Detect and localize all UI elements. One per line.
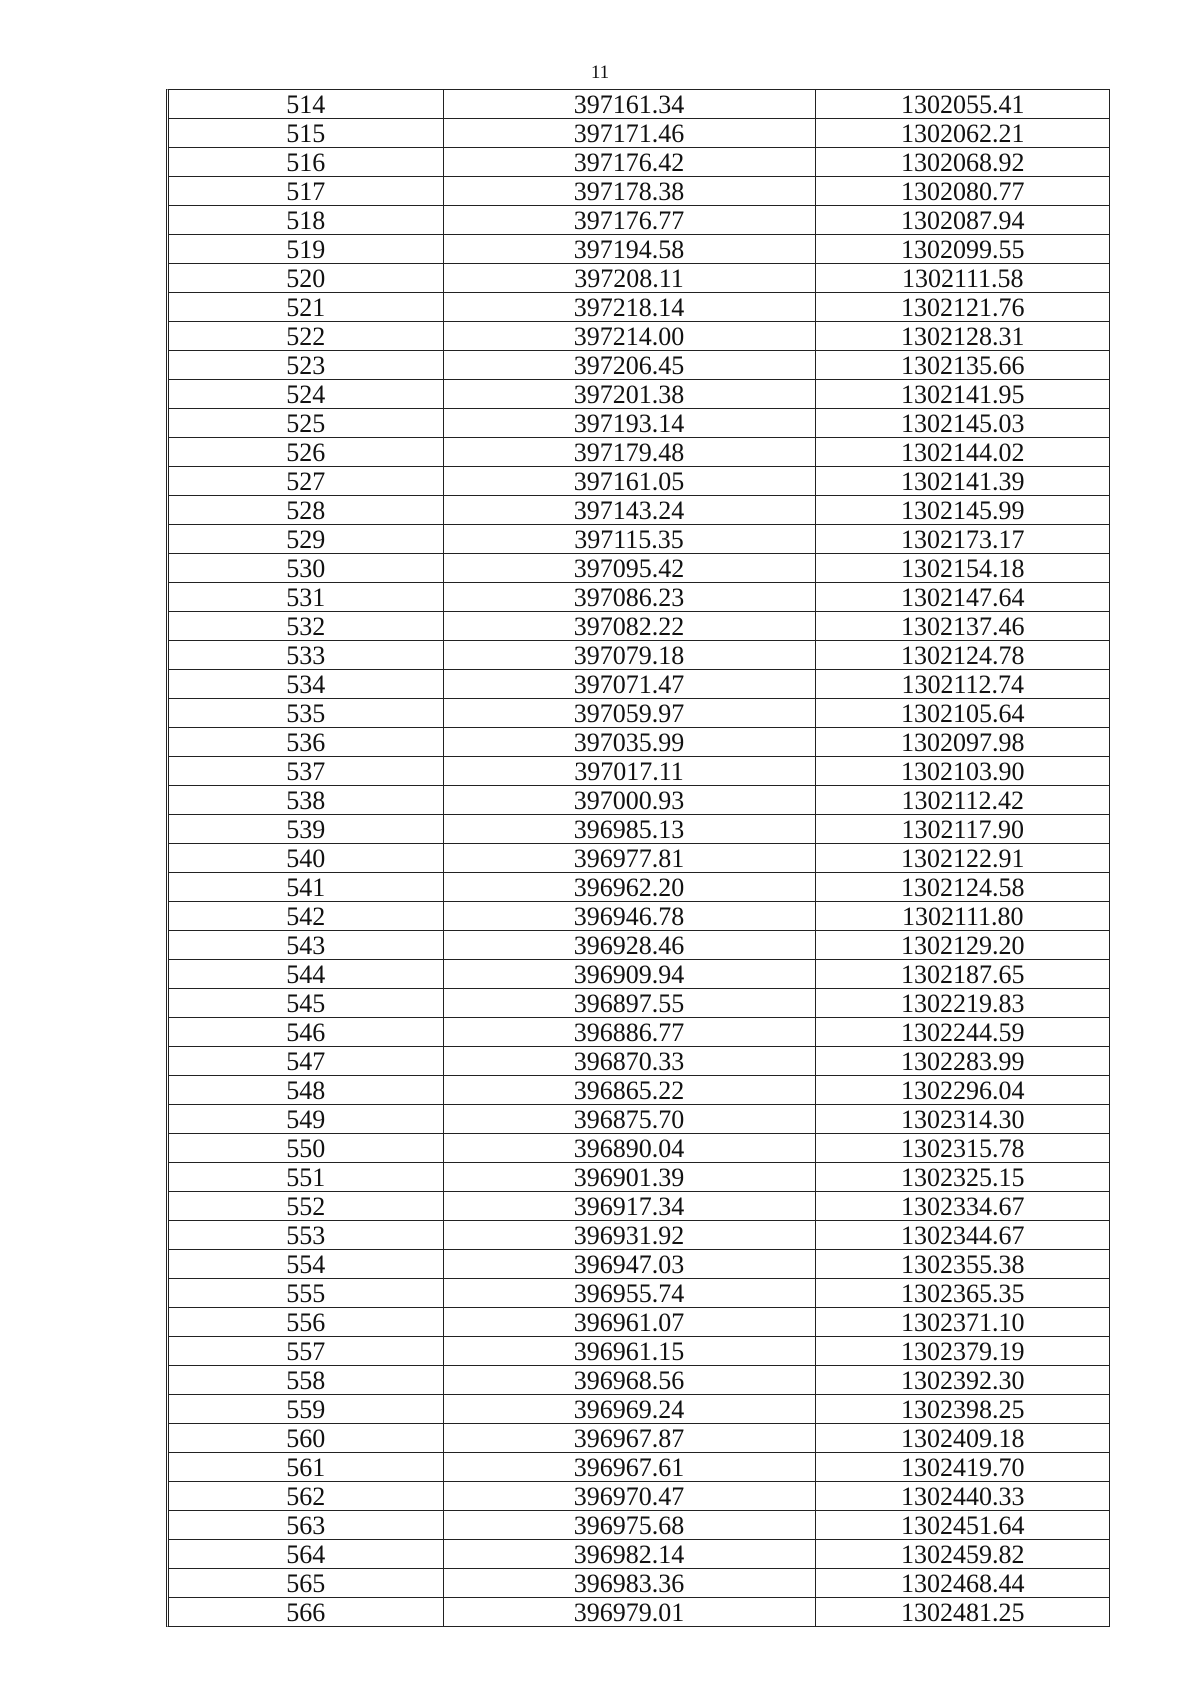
point-number-cell: 534 [169, 670, 443, 699]
point-number-cell: 540 [169, 844, 443, 873]
table-row [169, 293, 1110, 322]
point-number-cell: 524 [169, 380, 443, 409]
table-row [169, 1569, 1110, 1598]
y-coordinate-cell: 1302097.98 [815, 728, 1110, 757]
table-row [169, 119, 1110, 148]
point-number-cell: 545 [169, 989, 443, 1018]
point-number-cell: 530 [169, 554, 443, 583]
x-coordinate-cell: 397214.00 [443, 322, 815, 351]
point-number-cell: 563 [169, 1511, 443, 1540]
point-number-cell: 522 [169, 322, 443, 351]
y-coordinate-cell: 1302379.19 [815, 1337, 1110, 1366]
x-coordinate-cell: 396870.33 [443, 1047, 815, 1076]
y-coordinate-cell: 1302144.02 [815, 438, 1110, 467]
point-number-cell: 549 [169, 1105, 443, 1134]
y-coordinate-cell: 1302459.82 [815, 1540, 1110, 1569]
x-coordinate-cell: 397178.38 [443, 177, 815, 206]
x-coordinate-cell: 396961.15 [443, 1337, 815, 1366]
y-coordinate-cell: 1302145.99 [815, 496, 1110, 525]
page-number: 11 [590, 62, 610, 83]
y-coordinate-cell: 1302219.83 [815, 989, 1110, 1018]
point-number-cell: 551 [169, 1163, 443, 1192]
table-row [169, 728, 1110, 757]
x-coordinate-cell: 396865.22 [443, 1076, 815, 1105]
point-number-cell: 527 [169, 467, 443, 496]
y-coordinate-cell: 1302296.04 [815, 1076, 1110, 1105]
x-coordinate-cell: 397035.99 [443, 728, 815, 757]
y-coordinate-cell: 1302173.17 [815, 525, 1110, 554]
y-coordinate-cell: 1302128.31 [815, 322, 1110, 351]
y-coordinate-cell: 1302392.30 [815, 1366, 1110, 1395]
x-coordinate-cell: 396901.39 [443, 1163, 815, 1192]
point-number-cell: 555 [169, 1279, 443, 1308]
y-coordinate-cell: 1302468.44 [815, 1569, 1110, 1598]
x-coordinate-cell: 396975.68 [443, 1511, 815, 1540]
table-row [169, 1337, 1110, 1366]
x-coordinate-cell: 396917.34 [443, 1192, 815, 1221]
y-coordinate-cell: 1302122.91 [815, 844, 1110, 873]
point-number-cell: 556 [169, 1308, 443, 1337]
point-number-cell: 536 [169, 728, 443, 757]
table-row [169, 1453, 1110, 1482]
table-row [169, 1105, 1110, 1134]
point-number-cell: 550 [169, 1134, 443, 1163]
point-number-cell: 547 [169, 1047, 443, 1076]
x-coordinate-cell: 397000.93 [443, 786, 815, 815]
y-coordinate-cell: 1302062.21 [815, 119, 1110, 148]
point-number-cell: 514 [169, 90, 443, 119]
point-number-cell: 553 [169, 1221, 443, 1250]
point-number-cell: 537 [169, 757, 443, 786]
x-coordinate-cell: 397017.11 [443, 757, 815, 786]
x-coordinate-cell: 397079.18 [443, 641, 815, 670]
x-coordinate-cell: 397086.23 [443, 583, 815, 612]
point-number-cell: 562 [169, 1482, 443, 1511]
y-coordinate-cell: 1302087.94 [815, 206, 1110, 235]
point-number-cell: 558 [169, 1366, 443, 1395]
point-number-cell: 517 [169, 177, 443, 206]
x-coordinate-cell: 397176.42 [443, 148, 815, 177]
y-coordinate-cell: 1302099.55 [815, 235, 1110, 264]
table-row [169, 351, 1110, 380]
x-coordinate-cell: 397161.34 [443, 90, 815, 119]
x-coordinate-cell: 396890.04 [443, 1134, 815, 1163]
table-row [169, 1163, 1110, 1192]
y-coordinate-cell: 1302141.95 [815, 380, 1110, 409]
point-number-cell: 532 [169, 612, 443, 641]
x-coordinate-cell: 397082.22 [443, 612, 815, 641]
y-coordinate-cell: 1302141.39 [815, 467, 1110, 496]
x-coordinate-cell: 396985.13 [443, 815, 815, 844]
x-coordinate-cell: 396961.07 [443, 1308, 815, 1337]
x-coordinate-cell: 397071.47 [443, 670, 815, 699]
x-coordinate-cell: 396967.87 [443, 1424, 815, 1453]
table-row [169, 1482, 1110, 1511]
x-coordinate-cell: 396982.14 [443, 1540, 815, 1569]
table-row [169, 1366, 1110, 1395]
table-row [169, 931, 1110, 960]
y-coordinate-cell: 1302355.38 [815, 1250, 1110, 1279]
table-row [169, 1047, 1110, 1076]
point-number-cell: 523 [169, 351, 443, 380]
y-coordinate-cell: 1302334.67 [815, 1192, 1110, 1221]
point-number-cell: 557 [169, 1337, 443, 1366]
point-number-cell: 548 [169, 1076, 443, 1105]
table-row [169, 322, 1110, 351]
point-number-cell: 529 [169, 525, 443, 554]
table-row [169, 1395, 1110, 1424]
point-number-cell: 546 [169, 1018, 443, 1047]
y-coordinate-cell: 1302112.42 [815, 786, 1110, 815]
table-row [169, 1540, 1110, 1569]
y-coordinate-cell: 1302068.92 [815, 148, 1110, 177]
point-number-cell: 561 [169, 1453, 443, 1482]
y-coordinate-cell: 1302344.67 [815, 1221, 1110, 1250]
point-number-cell: 560 [169, 1424, 443, 1453]
table-row [169, 960, 1110, 989]
y-coordinate-cell: 1302147.64 [815, 583, 1110, 612]
y-coordinate-cell: 1302154.18 [815, 554, 1110, 583]
x-coordinate-cell: 396967.61 [443, 1453, 815, 1482]
y-coordinate-cell: 1302365.35 [815, 1279, 1110, 1308]
y-coordinate-cell: 1302283.99 [815, 1047, 1110, 1076]
coordinates-table-body [169, 90, 1110, 1626]
table-row [169, 1511, 1110, 1540]
x-coordinate-cell: 396955.74 [443, 1279, 815, 1308]
point-number-cell: 525 [169, 409, 443, 438]
y-coordinate-cell: 1302244.59 [815, 1018, 1110, 1047]
x-coordinate-cell: 397201.38 [443, 380, 815, 409]
table-row [169, 496, 1110, 525]
coordinates-table-frame [166, 89, 1110, 1627]
table-row [169, 699, 1110, 728]
table-row [169, 844, 1110, 873]
y-coordinate-cell: 1302398.25 [815, 1395, 1110, 1424]
x-coordinate-cell: 396947.03 [443, 1250, 815, 1279]
y-coordinate-cell: 1302314.30 [815, 1105, 1110, 1134]
x-coordinate-cell: 397095.42 [443, 554, 815, 583]
y-coordinate-cell: 1302080.77 [815, 177, 1110, 206]
coordinates-table [169, 90, 1110, 1626]
x-coordinate-cell: 397161.05 [443, 467, 815, 496]
table-row [169, 786, 1110, 815]
table-row [169, 467, 1110, 496]
table-row [169, 1424, 1110, 1453]
table-row [169, 583, 1110, 612]
y-coordinate-cell: 1302325.15 [815, 1163, 1110, 1192]
point-number-cell: 533 [169, 641, 443, 670]
point-number-cell: 543 [169, 931, 443, 960]
x-coordinate-cell: 396875.70 [443, 1105, 815, 1134]
point-number-cell: 554 [169, 1250, 443, 1279]
y-coordinate-cell: 1302481.25 [815, 1598, 1110, 1627]
x-coordinate-cell: 396968.56 [443, 1366, 815, 1395]
table-row [169, 409, 1110, 438]
point-number-cell: 541 [169, 873, 443, 902]
x-coordinate-cell: 396969.24 [443, 1395, 815, 1424]
point-number-cell: 559 [169, 1395, 443, 1424]
table-row [169, 380, 1110, 409]
x-coordinate-cell: 397176.77 [443, 206, 815, 235]
x-coordinate-cell: 396962.20 [443, 873, 815, 902]
point-number-cell: 539 [169, 815, 443, 844]
table-row [169, 235, 1110, 264]
y-coordinate-cell: 1302117.90 [815, 815, 1110, 844]
x-coordinate-cell: 396977.81 [443, 844, 815, 873]
x-coordinate-cell: 397059.97 [443, 699, 815, 728]
table-row [169, 438, 1110, 467]
table-row [169, 902, 1110, 931]
x-coordinate-cell: 396979.01 [443, 1598, 815, 1627]
y-coordinate-cell: 1302451.64 [815, 1511, 1110, 1540]
y-coordinate-cell: 1302121.76 [815, 293, 1110, 322]
x-coordinate-cell: 397115.35 [443, 525, 815, 554]
x-coordinate-cell: 397143.24 [443, 496, 815, 525]
y-coordinate-cell: 1302103.90 [815, 757, 1110, 786]
y-coordinate-cell: 1302055.41 [815, 90, 1110, 119]
point-number-cell: 535 [169, 699, 443, 728]
x-coordinate-cell: 396897.55 [443, 989, 815, 1018]
y-coordinate-cell: 1302124.58 [815, 873, 1110, 902]
point-number-cell: 542 [169, 902, 443, 931]
y-coordinate-cell: 1302129.20 [815, 931, 1110, 960]
table-row [169, 264, 1110, 293]
x-coordinate-cell: 397171.46 [443, 119, 815, 148]
x-coordinate-cell: 397206.45 [443, 351, 815, 380]
y-coordinate-cell: 1302145.03 [815, 409, 1110, 438]
table-row [169, 1134, 1110, 1163]
y-coordinate-cell: 1302111.80 [815, 902, 1110, 931]
table-row [169, 525, 1110, 554]
table-row [169, 1279, 1110, 1308]
point-number-cell: 515 [169, 119, 443, 148]
point-number-cell: 519 [169, 235, 443, 264]
table-row [169, 90, 1110, 119]
x-coordinate-cell: 397179.48 [443, 438, 815, 467]
y-coordinate-cell: 1302409.18 [815, 1424, 1110, 1453]
point-number-cell: 564 [169, 1540, 443, 1569]
x-coordinate-cell: 397208.11 [443, 264, 815, 293]
y-coordinate-cell: 1302124.78 [815, 641, 1110, 670]
table-row [169, 641, 1110, 670]
y-coordinate-cell: 1302137.46 [815, 612, 1110, 641]
x-coordinate-cell: 396909.94 [443, 960, 815, 989]
y-coordinate-cell: 1302315.78 [815, 1134, 1110, 1163]
x-coordinate-cell: 396931.92 [443, 1221, 815, 1250]
table-row [169, 206, 1110, 235]
x-coordinate-cell: 396983.36 [443, 1569, 815, 1598]
table-row [169, 670, 1110, 699]
x-coordinate-cell: 396886.77 [443, 1018, 815, 1047]
point-number-cell: 531 [169, 583, 443, 612]
point-number-cell: 552 [169, 1192, 443, 1221]
y-coordinate-cell: 1302187.65 [815, 960, 1110, 989]
y-coordinate-cell: 1302111.58 [815, 264, 1110, 293]
table-row [169, 1192, 1110, 1221]
table-row [169, 554, 1110, 583]
point-number-cell: 538 [169, 786, 443, 815]
x-coordinate-cell: 397193.14 [443, 409, 815, 438]
point-number-cell: 521 [169, 293, 443, 322]
point-number-cell: 528 [169, 496, 443, 525]
x-coordinate-cell: 397194.58 [443, 235, 815, 264]
table-row [169, 612, 1110, 641]
table-row [169, 815, 1110, 844]
table-row [169, 1250, 1110, 1279]
table-row [169, 989, 1110, 1018]
table-row [169, 1018, 1110, 1047]
y-coordinate-cell: 1302105.64 [815, 699, 1110, 728]
point-number-cell: 565 [169, 1569, 443, 1598]
point-number-cell: 526 [169, 438, 443, 467]
table-row [169, 757, 1110, 786]
point-number-cell: 516 [169, 148, 443, 177]
x-coordinate-cell: 396928.46 [443, 931, 815, 960]
table-row [169, 177, 1110, 206]
table-row [169, 1598, 1110, 1627]
point-number-cell: 544 [169, 960, 443, 989]
table-row [169, 1076, 1110, 1105]
table-row [169, 873, 1110, 902]
y-coordinate-cell: 1302371.10 [815, 1308, 1110, 1337]
point-number-cell: 566 [286, 1598, 326, 1626]
x-coordinate-cell: 396970.47 [443, 1482, 815, 1511]
table-row [169, 148, 1110, 177]
y-coordinate-cell: 1302112.74 [815, 670, 1110, 699]
point-number-cell: 518 [169, 206, 443, 235]
table-row [169, 1221, 1110, 1250]
y-coordinate-cell: 1302135.66 [815, 351, 1110, 380]
x-coordinate-cell: 397218.14 [443, 293, 815, 322]
y-coordinate-cell: 1302419.70 [815, 1453, 1110, 1482]
point-number-cell: 520 [169, 264, 443, 293]
y-coordinate-cell: 1302440.33 [815, 1482, 1110, 1511]
table-row [169, 1308, 1110, 1337]
x-coordinate-cell: 396946.78 [443, 902, 815, 931]
